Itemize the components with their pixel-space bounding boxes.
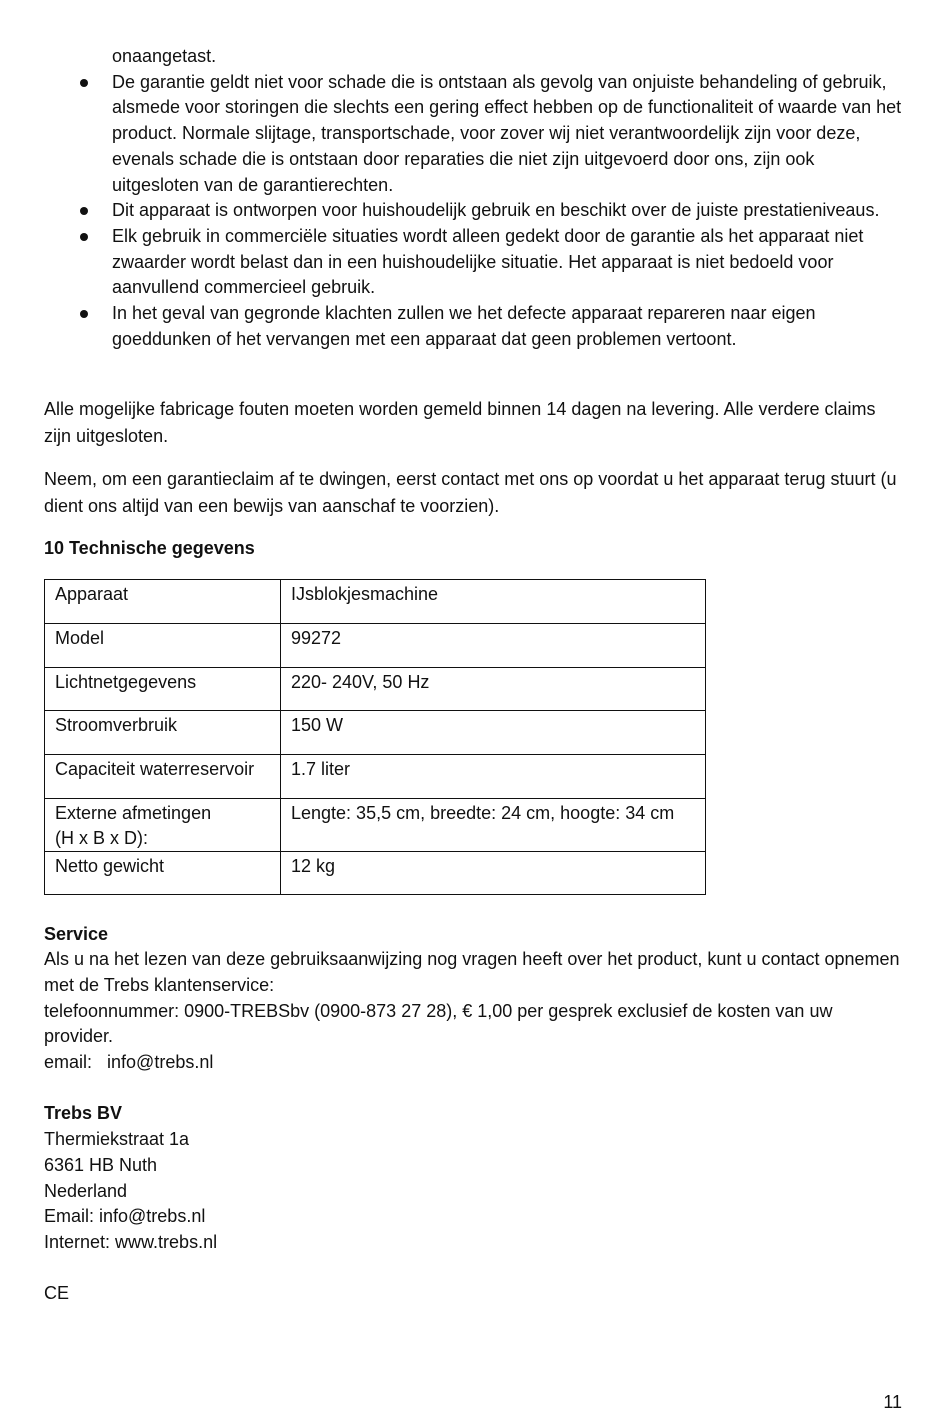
claim-paragraph: Neem, om een garantieclaim af te dwingen, eerst contact met ons op voordat u het apparaat terug stuurt (u dient ons altijd van een bewijs van aanschaf te voorzien).: [44, 469, 897, 517]
table-row: [45, 667, 706, 711]
spec-value: 150 W: [281, 711, 706, 755]
warranty-bullet-list: [44, 70, 904, 353]
spec-value: 1.7 liter: [281, 754, 706, 798]
company-name: Trebs BV: [44, 1103, 123, 1124]
spec-key-line: (H x B x D):: [55, 827, 148, 848]
defects-paragraph: Alle mogelijke fabricage fouten moeten worden gemeld binnen 14 dagen na levering. Alle verdere claims zijn uitgesloten.: [44, 399, 876, 447]
spec-key: Model: [45, 623, 281, 667]
spec-value: 220- 240V, 50 Hz: [281, 667, 706, 711]
service-phone: telefoonnummer: 0900-TREBSbv (0900-873 27 28), € 1,00 per gesprek exclusief de kosten van uw provider.: [44, 1000, 833, 1047]
bullet-text: Elk gebruik in commerciële situaties wordt alleen gedekt door de garantie als het apparaat niet zwaarder wordt belast dan in een huishoudelijke situatie. Het apparaat is niet bedoeld voor aanvullend commercieel gebruik.: [112, 225, 864, 298]
bullet-text: De garantie geldt niet voor schade die is ontstaan als gevolg van onjuiste behandeling of gebruik, alsmede voor storingen die slechts een gering effect hebben op de functionaliteit of waarde van het product. Normale slijtage, transportschade, voor zover wij niet verantwoordelijk zijn voor deze, evenals schade die is ontstaan door reparaties die niet zijn uitgevoerd door ons, zijn ook uitgesloten van de garantierechten.: [112, 71, 902, 195]
company-country: Nederland: [44, 1180, 128, 1201]
spec-key: Apparaat: [45, 580, 281, 624]
service-section: [44, 922, 904, 1076]
service-heading: Service: [44, 923, 109, 944]
table-row: [45, 798, 706, 851]
spec-value: Lengte: 35,5 cm, breedte: 24 cm, hoogte: 34 cm: [281, 798, 706, 851]
spec-key: [45, 798, 281, 851]
company-email: Email: info@trebs.nl: [44, 1206, 206, 1227]
company-internet: Internet: www.trebs.nl: [44, 1232, 218, 1252]
page-content: [44, 44, 904, 1307]
bullet-icon: [80, 310, 88, 318]
spec-value: IJsblokjesmachine: [281, 580, 706, 624]
list-item: [44, 70, 904, 199]
list-item: [44, 301, 904, 352]
bullet-text: Dit apparaat is ontworpen voor huishoudelijk gebruik en beschikt over de juiste prestatieniveaus.: [112, 200, 880, 221]
spec-value: 99272: [281, 623, 706, 667]
continuation-text: onaangetast.: [112, 46, 217, 66]
page-number: 11: [883, 1392, 902, 1412]
company-city: 6361 HB Nuth: [44, 1154, 158, 1175]
spec-key-line: Externe afmetingen: [55, 802, 212, 823]
bullet-icon: [80, 233, 88, 241]
service-email-line: [44, 1050, 904, 1076]
list-item: [44, 198, 904, 224]
section-heading: 10 Technische gegevens: [44, 538, 255, 559]
spec-key: Netto gewicht: [45, 851, 281, 894]
table-row: [45, 851, 706, 894]
spec-key: Stroomverbruik: [45, 711, 281, 755]
bullet-text: In het geval van gegronde klachten zullen we het defecte apparaat repareren naar eigen goeddunken of het vervangen met een apparaat dat geen problemen vertoont.: [112, 303, 816, 349]
bullet-icon: [80, 207, 88, 215]
company-address: [44, 1101, 904, 1255]
email-link[interactable]: info@trebs.nl: [107, 1052, 214, 1073]
bullet-icon: [80, 79, 88, 87]
spec-value: 12 kg: [281, 851, 706, 894]
list-item: [44, 224, 904, 301]
company-street: Thermiekstraat 1a: [44, 1129, 190, 1150]
service-text: Als u na het lezen van deze gebruiksaanwijzing nog vragen heeft over het product, kunt u contact opnemen met de Trebs klantenservice:: [44, 949, 900, 995]
table-row: [45, 580, 706, 624]
email-label: email:: [44, 1052, 93, 1073]
table-row: [45, 623, 706, 667]
spec-table: [44, 579, 706, 894]
table-row: [45, 754, 706, 798]
table-row: [45, 711, 706, 755]
spec-key: Capaciteit waterreservoir: [45, 754, 281, 798]
ce-mark: CE: [44, 1283, 70, 1304]
spec-key: Lichtnetgegevens: [45, 667, 281, 711]
